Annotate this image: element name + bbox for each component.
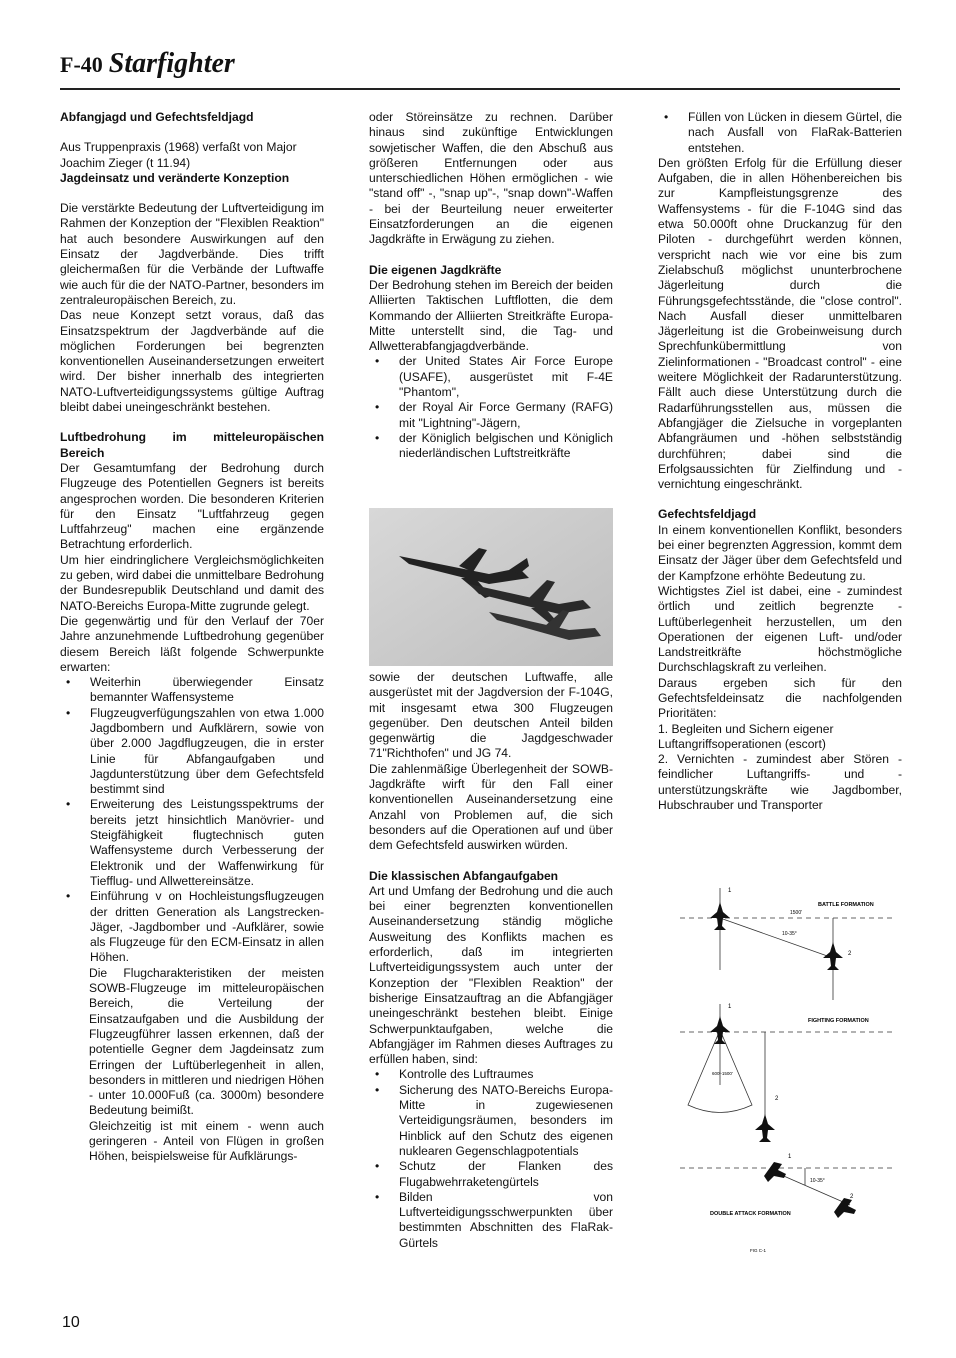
column-3 [658, 110, 902, 813]
paragraph: Der Gesamtumfang der Bedrohung durch Flugzeuge des Potentiellen Gegners ist bereits angesprochen worden. Die besonderen Kriterien für den Einsatz "Luftfahrzeug gegen Luftfahrzeug" machen eine ergänzende Betrachtung erforderlich. [60, 460, 324, 552]
page-header [60, 48, 235, 80]
column-1 [60, 110, 324, 1165]
heading: Gefechtsfeldjagd [658, 507, 757, 522]
paragraph: Die verstärkte Bedeutung der Luftverteidigung im Rahmen der Konzeption der "Flexiblen Reaktion" hat auch besondere Auswirkungen auf den Einsatz der Jagdverbände. Dies trifft gleichermaßen für die Verbände der Luftwaffe wie auch für die der NATO-Partner, besonders im zentraleuropäischen Bereich, zu. [60, 201, 324, 307]
label-n1: 1 [788, 1154, 792, 1160]
page-number: 10 [62, 1314, 80, 1331]
aircraft-icon [764, 1162, 856, 1218]
list-item: • der United States Air Force Europe (USAFE), ausgerüstet mit F-4E "Phantom", [369, 354, 613, 400]
header-prefix: F-40 [60, 52, 103, 77]
heading: Abfangjagd und Gefechtsfeldjagd [60, 110, 254, 124]
column-2-lower [369, 670, 613, 1251]
paragraph: Gleichzeitig ist mit einem - wenn auch geringeren - Anteil von Flügen in großen Höhen, beispielsweise für Aufklärungs- [89, 1118, 324, 1164]
label-n2: 2 [850, 1194, 854, 1200]
paragraph: Die gegenwärtig und für den Verlauf der 70er Jahre anzunehmende Luftbedrohung gegenüber diesem Bereich läßt folgende Schwerpunkte erwarten: [60, 613, 324, 674]
heading: Jagdeinsatz und veränderte Konzeption [60, 170, 290, 185]
altitude-label: 600'-1500' [712, 1071, 733, 1076]
heading: Die klassischen Abfangaufgaben [369, 868, 559, 883]
bullet-list [658, 110, 902, 156]
list-item: • Kontrolle des Luftraumes [369, 1067, 613, 1082]
bullet-list [369, 1067, 613, 1251]
label-n2: 2 [775, 1096, 779, 1102]
double-attack-formation-label: DOUBLE ATTACK FORMATION [710, 1211, 791, 1217]
label-n1: 1 [728, 1004, 732, 1010]
aircraft-icon [710, 902, 843, 970]
paragraph: oder Störeinsätze zu rechnen. Darüber hinaus sind zukünftige Entwicklungen sowjetischer Waffen, die den Abschuß aus größeren Entfernungen oder aus unterschiedlichen Höhen ermöglichen - wie "stand off" -, "snap up"-, "snap down"-Waffen - bei der Beurteilung neuer erweiterter Einsatzforderungen an die eigenen Jagdkräfte in Erwägung zu ziehen. [369, 110, 613, 247]
paragraph: sowie der deutschen Luftwaffe, alle ausgerüstet mit der Jagdversion der F-104G, mit insgesamt etwa 300 Flugzeugen gegenüber. Den deutschen Anteil bilden gegenwärtig die Jagdgeschwader 71"Richthofen" und JG 74. [369, 670, 613, 761]
header-title: Starfighter [108, 48, 235, 79]
paragraph: Den größten Erfolg für die Erfüllung dieser Aufgaben, die in allen Höhenbereichen bis zur Kampfleistungsgrenze des Waffensystems - für die F-104G sind das etwa 50.000ft ohne Druckanzug für den Piloten - durchgeführt werden können, verspricht nach wie vor eine bis zum Zielabschuß möglichst ununterbrochene Jägerleitung durch die Führungsgefechtsstände, die "close control". Nach Ausfall dieser unmittelbaren Jägerleitung ist die Grobeinweisung durch Sprechfunkübermittlung von Zielinformationen - "Broadcast control" - eine weitere Möglichkeit der Radarunterstützung. Fällt auch diese Unterstützung durch die Radarführungsstellen aus, müssen die Abfangjäger die Zielsuche in vorgeplanten Abfangräumen und -höhen selbstständig durchführen; dabei sind die Erfolgsaussichten für Zielfindung und -vernichtung eingeschränkt. [658, 155, 902, 492]
label-n2: 2 [848, 951, 852, 957]
source-note: Aus Truppenpraxis (1968) verfaßt von Major Joachim Zieger (t 11.94) [60, 140, 297, 170]
list-item: • der Königlich belgischen und Königlich niederländischen Luftstreitkräfte [369, 431, 613, 462]
header-rule [60, 88, 900, 90]
bullet-list [369, 354, 613, 461]
fighting-formation-label: FIGHTING FORMATION [808, 1018, 869, 1024]
list-item: • Weiterhin überwiegender Einsatz bemannter Waffensysteme [60, 675, 324, 706]
list-item: • Flugzeugverfügungszahlen von etwa 1.000 Jagdbombern und Aufklärern, sowie von über 2.000 Jagdflugzeugen, die in erster Linie für Abfangaufgaben und Jagdunterstützung über dem Gefechtsfeld bestimmt sind [60, 706, 324, 798]
paragraph: In einem konventionellen Konflikt, besonders bei einer begrenzten Aggression, kommt dem Einsatz der Jäger über dem Gefechtsfeld und der Kampfzone erhöhte Bedeutung zu. [658, 522, 902, 583]
paragraph: Die Flugcharakteristiken der meisten SOWB-Flugzeuge im mitteleuropäischen Bereich, die Verteilung der Einsatzaufgaben und die Ausbildung der Flugzeugführer lassen erkennen, daß der potentielle Gegner dem Jagdeinsatz zum Erringen der Luftüberlegenheit in allen, besonders in mittleren und niedrigen Höhen - unter 10.000Fuß (ca. 3000m) besondere Bedeutung beimißt. [89, 965, 324, 1118]
list-item: • Bilden von Luftverteidigungsschwerpunkten über bestimmten Abschnitten des FlaRak-Gürtels [369, 1190, 613, 1251]
angle-label: 10-35° [782, 931, 797, 937]
bullet-list [60, 675, 324, 966]
paragraph: Art und Umfang der Bedrohung und die auch bei einer begrenzten konventionellen Auseinandersetzung ständig mögliche Ausweitung des Konflikts machen es erforderlich, daß im integrierten Luftverteidigungssystem auch unter der Konzeption der "Flexiblen Reaktion" der bisherige Einsatzauftrag an die Abfangjäger uneingeschränkt bestehen bleibt. Einige Schwerpunktaufgaben, welche die Abfangjäger im Rahmen dieses Auftrages zu erfüllen haben, sind: [369, 883, 613, 1067]
list-item: • Einführung v on Hochleistungsflugzeugen der dritten Generation als Langstrecken-Jäger, -Jagdbomber und -Aufklärer, sowie als Flugzeuge für den ECM-Einsatz in allen Höhen. [60, 889, 324, 965]
column-2 [369, 110, 613, 462]
formation-diagram [670, 880, 902, 1260]
paragraph: Das neue Konzept setzt voraus, daß das Einsatzspektrum der Jagdverbände auf die möglichen Forderungen bei begrenzten konventionellen Auseinandersetzungen erweitert wird. Der bisher innerhalb des integrierten NATO-Luftverteidigungssystems gültige Auftrag bleibt dabei uneingeschränkt bestehen. [60, 308, 324, 415]
list-item: • Schutz der Flanken des Flugabwehrraketengürtels [369, 1159, 613, 1190]
label-n1: 1 [728, 888, 732, 894]
paragraph: Um hier eindringlichere Vergleichsmöglichkeiten zu geben, wird dabei die unmittelbare Bedrohung der Bundesrepublik Deutschland und damit des NATO-Bereichs Europa-Mitte zugrunde gelegt. [60, 552, 324, 613]
paragraph: Wichtigstes Ziel ist dabei, eine - zumindest örtlich und zeitlich begrenzte - Luftüberlegenheit herzustellen, um den Operationen der eigenen Luft- und/oder Landstreitkräfte höchstmögliche Durchschlagskraft zu verleihen. [658, 583, 902, 675]
list-item: • Sicherung des NATO-Bereichs Europa-Mitte in zugewiesenen Verteidigungsräumen, besonders im Hinblick auf den Schutz des eigenen nuklearen Gegenschlagpotentials [369, 1083, 613, 1159]
paragraph: Die zahlenmäßige Überlegenheit der SOWB-Jagdkräfte wirft für den Fall einer konventionellen Auseinandersetzung eine Anzahl von Problemen auf, die sich besonders auf die Operationen auf und über dem Gefechtsfeld auswirken würden. [369, 761, 613, 853]
heading: Luftbedrohung im mitteleuropäischen Bereich [60, 430, 324, 460]
list-item: • der Royal Air Force Germany (RAFG) mit "Lightning"-Jägern, [369, 400, 613, 431]
paragraph: Der Bedrohung stehen im Bereich der beiden Alliierten Taktischen Luftflotten, die dem Kommando der Alliierten Streitkräfte Europa-Mitte unterstellt sind, die Tag- und Allwetterabfangjagdverbände. [369, 277, 613, 354]
paragraph: 2. Vernichten - zumindest aber Stören - feindlicher Luftangriffs- und -unterstützungskräfte wie Jagdbomber, Hubschrauber und Transporter [658, 752, 902, 813]
list-item: • Füllen von Lücken in diesem Gürtel, die nach Ausfall von FlaRak-Batterien entstehen. [658, 110, 902, 156]
heading: Die eigenen Jagdkräfte [369, 262, 502, 277]
paragraph: 1. Begleiten und Sichern eigener Luftangriffsoperationen (escort) [658, 721, 834, 751]
aircraft-photo [369, 508, 613, 666]
distance-label: 1500' [790, 910, 803, 916]
list-item: • Erweiterung des Leistungsspektrums der bereits jetzt hinsichtlich Manövrier- und Steigfähigkeit flugtechnisch guten Waffensysteme durch Verbesserung der Elektronik und der Waffenwirkung für Tiefflug- und Allwettereinsätze. [60, 797, 324, 889]
figure-caption: FIG C-1 [750, 1248, 767, 1253]
angle-label: 10-35° [810, 1178, 825, 1184]
paragraph: Daraus ergeben sich für den Gefechtsfeldeinsatz die nachfolgenden Prioritäten: [658, 675, 902, 721]
battle-formation-label: BATTLE FORMATION [818, 902, 874, 908]
